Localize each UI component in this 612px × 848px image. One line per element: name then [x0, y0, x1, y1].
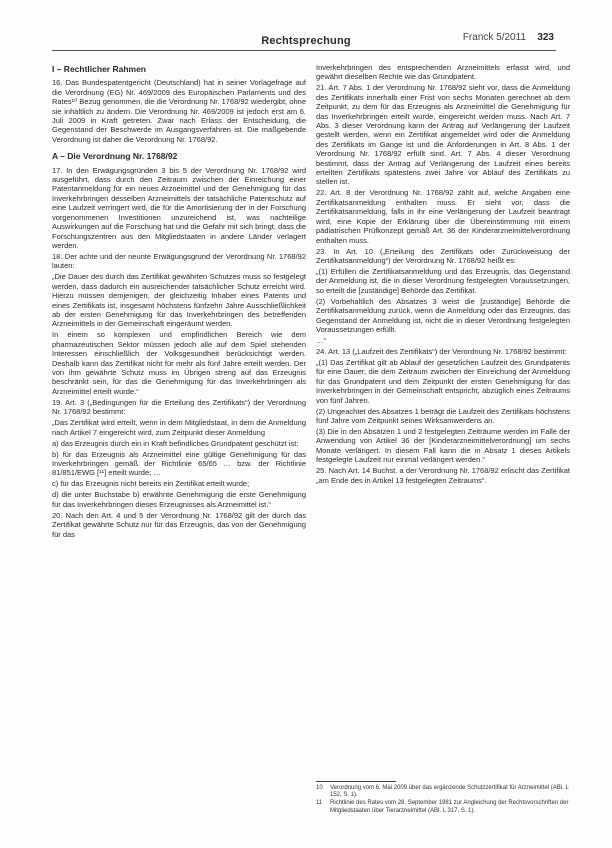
section-title: Rechtsprechung — [261, 35, 351, 47]
footnote-rule — [316, 781, 396, 782]
paragraph: 16. Das Bundespatentgericht (Deutschland) hat in seiner Vorlagefrage auf die Verordnung (EG) Nr. 469/2009 des Europäischen Parlaments und des Rates¹⁰ Bezug genommen, die die Verordnung Nr. 1768/92 wiedergibt, ohne sie inhaltlich zu ändern. Die Verordnung Nr. 469/2009 ist jedoch erst am 6. Juli 2009 in Kraft getreten. Zwar nach Erlass der Entscheidung, die Gegenstand der Beschwerde im Ausgangsverfahren ist. Die maßgebende Verordnung ist daher die Verordnung Nr. 1768/92. — [52, 78, 306, 144]
left-column — [52, 63, 306, 541]
quoted-paragraph: …“ — [316, 335, 326, 345]
quoted-paragraph: „Die Dauer des durch das Zertifikat gewährten Schutzes muss so festgelegt werden, dass dadurch ein ausreichender tatsächlicher Schutz erreicht wird. Hierzu müssen demjenigen, der gleichzeitig Inhaber eines Patents und eines Zertifikats ist, insgesamt höchstens fünfzehn Jahre Ausschließlichkeit ab der ersten Genehmigung für das Inverkehrbringen des betreffenden Arzneimittels in der Gemeinschaft eingeräumt werden. — [52, 272, 306, 329]
paragraph: 24. Art. 13 („Laufzeit des Zertifikats“) der Verordnung Nr. 1768/92 bestimmt: — [316, 346, 567, 356]
quoted-paragraph: a) das Erzeugnis durch ein in Kraft befindliches Grundpatent geschützt ist; — [52, 438, 299, 448]
paragraph: 22. Art. 8 der Verordnung Nr. 1768/92 zählt auf, welche Angaben eine Zertifikatsanmeldung enthalten muss. Er sieht vor, dass die Zertifikatsanmeldung, falls in ihr eine Verlängerung der Laufzeit beantragt wird, eine Kopie der Erklärung über die Übereinstimmung mit einem pädiatrischen Prüfkonzept gemäß Art. 36 der Kinderarzneimittelverordnung enthalten muss. — [316, 188, 570, 245]
paragraph: 17. In den Erwägungsgründen 3 bis 5 der Verordnung Nr. 1768/92 wird ausgeführt, dass durch den Zeitraum zwischen der Einreichung einer Patentanmeldung für ein neues Arzneimittel und der Genehmigung für das Inverkehrbringen desselben Arzneimittels der tatsächliche Patentschutz auf eine Laufzeit verringert wird, die für die Amortisierung der in der Forschung vorgenommenen Investitionen unzureichend ist, was nachteilige Auswirkungen auf die Forschung hat und die Gefahr mit sich bringt, dass die Forschungszentren aus den Mitgliedstaaten in andere Länder verlagert werden. — [52, 165, 306, 250]
quoted-paragraph: (2) Vorbehaltlich des Absatzes 3 weist die [zuständige] Behörde die Zertifikatsanmeldung zurück, wenn die Anmeldung oder das Erzeugnis, das Gegenstand der Anmeldung ist, nicht die in dieser Verordnung festgelegten Voraussetzungen erfüllt. — [316, 296, 570, 334]
section-heading: A – Die Verordnung Nr. 1768/92 — [52, 151, 178, 162]
paragraph: Inverkehrbringen des entsprechenden Arzneimittels erfasst wird, und gewährt dieselben Rechte wie das Grundpatent. — [316, 63, 570, 82]
header-rule — [52, 50, 556, 51]
quoted-paragraph: b) für das Erzeugnis als Arzneimittel eine gültige Genehmigung für das Inverkehrbringen gemäß der Richtlinie 65/65 … bzw. der Richtlinie 81/851/EWG [¹¹] erteilt wurde; … — [52, 449, 306, 478]
footnotes — [316, 781, 570, 816]
paragraph: 20. Nach den Art. 4 und 5 der Verordnung Nr. 1768/92 gilt der durch das Zertifikat gewährte Schutz nur für das Erzeugnis, das von der Genehmigung für das — [52, 510, 306, 539]
quoted-paragraph: (2) Ungeachtet des Absatzes 1 beträgt die Laufzeit des Zertifikats höchstens fünf Jahre vom Zeitpunkt seines Wirksamwerdens an. — [316, 406, 570, 425]
journal-issue: Franck 5/2011 — [462, 32, 526, 43]
quoted-paragraph: d) die unter Buchstabe b) erwähnte Genehmigung die erste Genehmigung für das Inverkehrbringen dieses Erzeugnisses als Arzneimittel ist.“ — [52, 490, 306, 509]
footnote-text: Richtlinie des Rates vom 28. September 1981 zur Angleichung der Rechtsvorschriften der Mitgliedstaaten über Tierarzneimittel (ABl. L 317, S. 1). — [330, 800, 569, 814]
quoted-paragraph: „(1) Erfüllen die Zertifikatsanmeldung und das Erzeugnis, das Gegenstand der Anmeldung ist, die in dieser Verordnung festgelegten Voraussetzungen, so erteilt die [zuständige] Behörde das Zertifikat. — [316, 266, 570, 295]
footnote — [316, 800, 570, 814]
paragraph: 18. Der achte und der neunte Erwägungsgrund der Verordnung Nr. 1768/92 lauten: — [52, 251, 306, 271]
paragraph: 23. In Art. 10 („Erteilung des Zertifikats oder Zurückweisung der Zertifikatsanmeldung“) der Verordnung Nr. 1768/92 heißt es: — [316, 246, 570, 265]
footnote — [316, 785, 570, 799]
quoted-paragraph: In einem so komplexen und empfindlichen Bereich wie dem pharmazeutischen Sektor müssen jedoch alle auf dem Spiel stehenden Interessen einschließlich der Volksgesundheit berücksichtigt werden. Deshalb kann das Zertifikat nicht für mehr als fünf Jahre erteilt werden. Der von ihm gewährte Schutz muss im Übrigen streng auf das Erzeugnis beschränkt sein, für das die Genehmigung für das Inverkehrbringen als Arzneimittel erteilt wurde.“ — [52, 330, 306, 396]
page-number: 323 — [537, 32, 554, 43]
paragraph: 21. Art. 7 Abs. 1 der Verordnung Nr. 1768/92 sieht vor, dass die Anmeldung des Zertifikats innerhalb einer Frist von sechs Monaten gerechnet ab dem Zeitpunkt, zu dem für das Erzeugnis als Arzneimittel die Genehmigung für das Inverkehrbringen erteilt wurde, eingereicht werden muss. Nach Art. 7 Abs. 3 dieser Verordnung kann der Antrag auf Verlängerung der Laufzeit gestellt werden, wenn ein Zertifikat angemeldet wird oder die Anmeldung des Zertifikats im Gange ist und die Anforderungen in Art. 8 Abs. 1 der Verordnung Nr. 1768/92 erfüllt sind. Art. 7 Abs. 4 dieser Verordnung bestimmt, dass der Antrag auf Verlängerung der Laufzeit eines bereits erteilten Zertifikats spätestens zwei Jahre vor Ablauf des Zertifikats zu stellen ist. — [316, 83, 570, 187]
quoted-paragraph: (3) Die in den Absätzen 1 und 2 festgelegten Zeiträume werden im Falle der Anwendung von Artikel 36 der [Kinderarzneimittelverordnung] um sechs Monate verlängert. In diesem Fall kann die in Absatz 1 dieses Artikels festgelegte Laufzeit nur einmal verlängert werden.“ — [316, 426, 570, 465]
section-heading: I – Rechtlicher Rahmen — [52, 64, 147, 74]
quoted-paragraph: „Das Zertifikat wird erteilt, wenn in dem Mitgliedstaat, in dem die Anmeldung nach Artikel 7 eingereicht wird, zum Zeitpunkt dieser Anmeldung — [52, 418, 306, 437]
footnote-number: 11 — [316, 800, 323, 807]
footnote-text: Verordnung vom 6. Mai 2009 über das ergänzende Schutzzertifikat für Arzneimittel (ABl. L 152, S. 1). — [330, 785, 569, 799]
paragraph: 19. Art. 3 („Bedingungen für die Erteilung des Zertifikats“) der Verordnung Nr. 1768/92 bestimmt: — [52, 397, 306, 417]
right-column — [316, 63, 570, 487]
quoted-paragraph: c) für das Erzeugnis nicht bereits ein Zertifikat erteilt wurde; — [52, 479, 250, 489]
quoted-paragraph: „(1) Das Zertifikat gilt ab Ablauf der gesetzlichen Laufzeit des Grundpatents für eine Dauer, die dem Zeitraum zwischen der Einreichung der Anmeldung für das Grundpatent und dem Zeitpunkt der ersten Genehmigung für das Inverkehrbringen in der Gemeinschaft entspricht, abzüglich eines Zeitraums von fünf Jahren. — [316, 357, 570, 405]
paragraph: 25. Nach Art. 14 Buchst. a der Verordnung Nr. 1768/92 erlischt das Zertifikat „am Ende des in Artikel 13 festgelegten Zeitraums“. — [316, 466, 570, 485]
footnote-number: 10 — [316, 785, 323, 791]
